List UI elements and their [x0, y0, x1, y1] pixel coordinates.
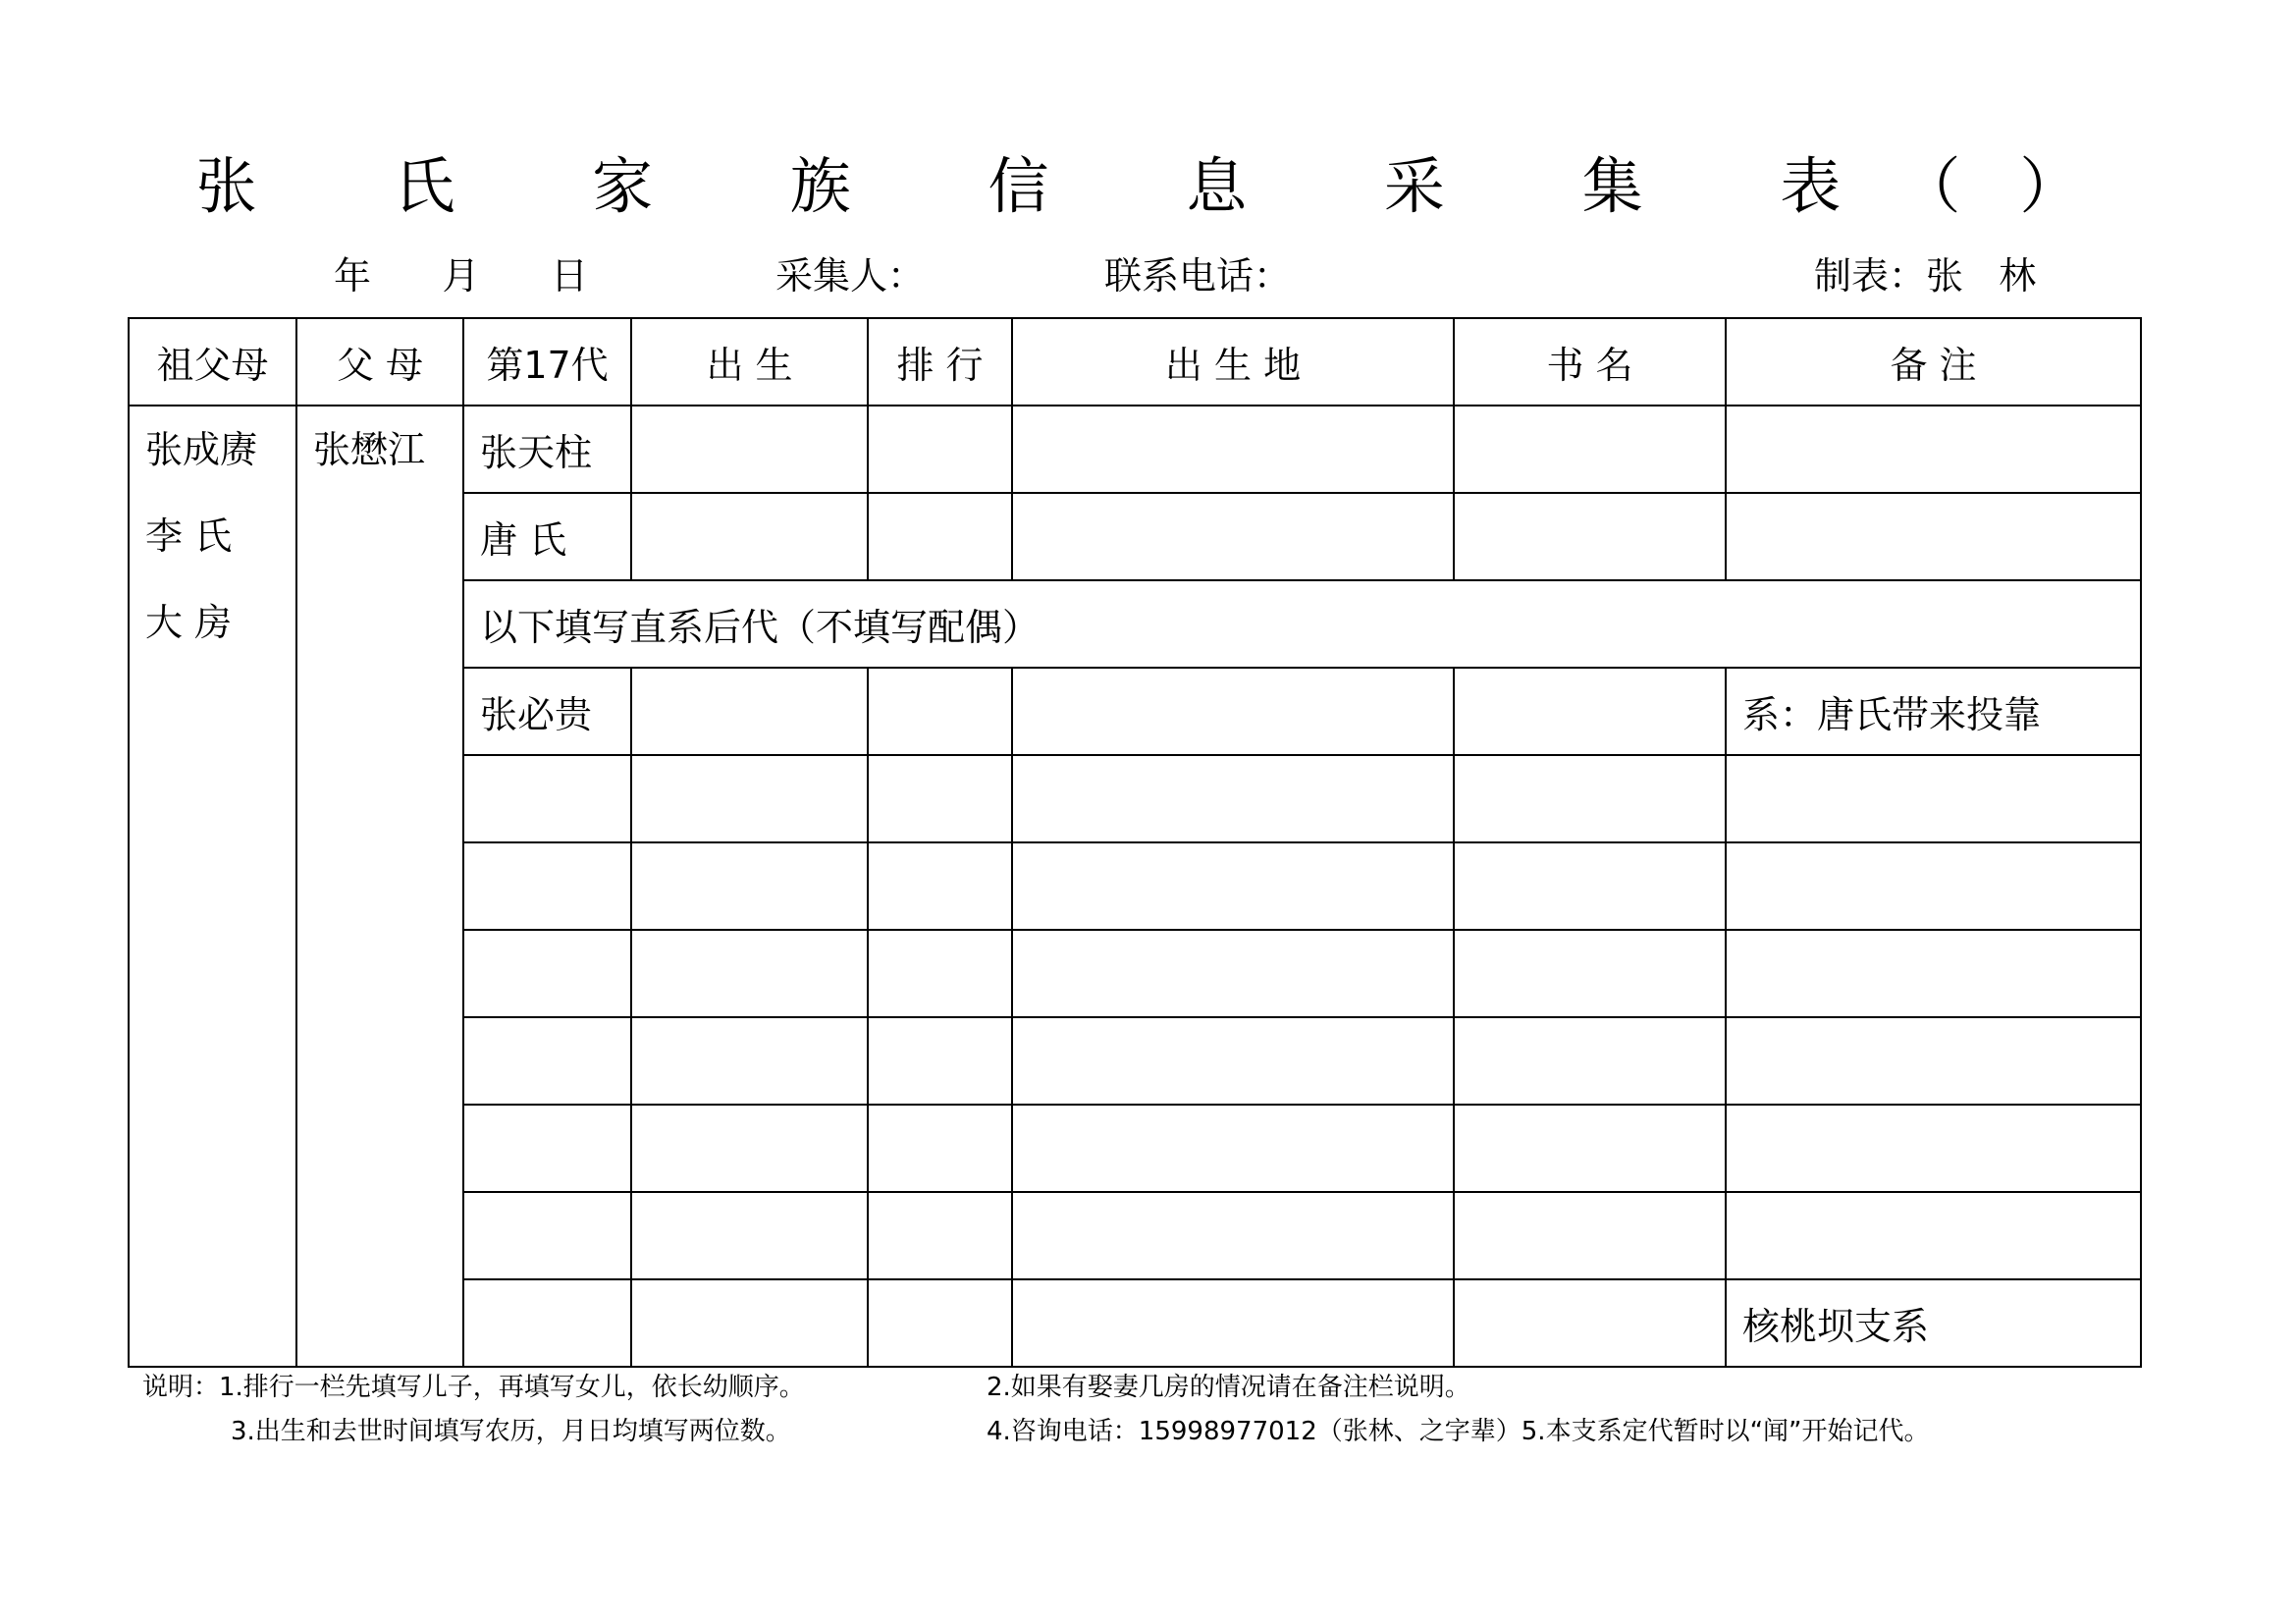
rank-cell[interactable] — [868, 1105, 1012, 1192]
rank-cell[interactable] — [868, 668, 1012, 755]
descendant-name-cell[interactable] — [463, 930, 631, 1017]
remarks-cell[interactable] — [1726, 842, 2141, 930]
header-birthplace: 出 生 地 — [1012, 318, 1454, 406]
page-title: 张 氏 家 族 信 息 采 集 表（） — [195, 150, 2140, 222]
descendant-name-cell[interactable] — [463, 842, 631, 930]
descendant-name-cell[interactable] — [463, 1105, 631, 1192]
note-1: 说明：1.排行一栏先填写儿子，再填写女儿，依长幼顺序。 — [142, 1373, 805, 1402]
date-label: 年 月 日 — [334, 254, 588, 298]
book-name-cell[interactable] — [1454, 406, 1726, 493]
rank-cell[interactable] — [868, 755, 1012, 842]
birth-cell[interactable] — [631, 406, 868, 493]
descendant-name-cell[interactable] — [463, 1279, 631, 1367]
header-parents: 父 母 — [296, 318, 463, 406]
rank-cell[interactable] — [868, 930, 1012, 1017]
descendant-name-cell[interactable]: 张必贵 — [463, 668, 631, 755]
birth-cell[interactable] — [631, 1017, 868, 1105]
book-name-cell[interactable] — [1454, 1105, 1726, 1192]
descendant-name-cell[interactable] — [463, 1017, 631, 1105]
header-rank: 排 行 — [868, 318, 1012, 406]
header-book-name: 书 名 — [1454, 318, 1726, 406]
book-name-cell[interactable] — [1454, 1017, 1726, 1105]
book-name-cell[interactable] — [1454, 842, 1726, 930]
remarks-cell[interactable]: 系：唐氏带来投靠 — [1726, 668, 2141, 755]
birthplace-cell[interactable] — [1012, 755, 1454, 842]
book-name-cell[interactable] — [1454, 755, 1726, 842]
birthplace-cell[interactable] — [1012, 842, 1454, 930]
header-generation-17: 第17代 — [463, 318, 631, 406]
book-name-cell[interactable] — [1454, 1279, 1726, 1367]
remarks-cell[interactable] — [1726, 1105, 2141, 1192]
birth-cell[interactable] — [631, 1105, 868, 1192]
birth-cell[interactable] — [631, 668, 868, 755]
birth-cell[interactable] — [631, 493, 868, 580]
birthplace-cell[interactable] — [1012, 1105, 1454, 1192]
rank-cell[interactable] — [868, 1279, 1012, 1367]
header-grandparents: 祖父母 — [129, 318, 296, 406]
header-remarks: 备 注 — [1726, 318, 2141, 406]
rank-cell[interactable] — [868, 1017, 1012, 1105]
note-3: 3.出生和去世时间填写农历，月日均填写两位数。 — [231, 1417, 791, 1446]
birthplace-cell[interactable] — [1012, 1192, 1454, 1279]
remarks-cell[interactable] — [1726, 493, 2141, 580]
book-name-cell[interactable] — [1454, 1192, 1726, 1279]
birth-cell[interactable] — [631, 1192, 868, 1279]
birth-cell[interactable] — [631, 842, 868, 930]
birthplace-cell[interactable] — [1012, 406, 1454, 493]
birthplace-cell[interactable] — [1012, 1017, 1454, 1105]
remarks-cell[interactable] — [1726, 930, 2141, 1017]
remarks-cell[interactable]: 核桃坝支系 — [1726, 1279, 2141, 1367]
birth-cell[interactable] — [631, 1279, 868, 1367]
book-name-cell[interactable] — [1454, 493, 1726, 580]
gen17-name-cell[interactable]: 张天柱 — [463, 406, 631, 493]
note-4: 4.咨询电话：15998977012（张林、之字辈）5.本支系定代暂时以“闻”开始记代。 — [987, 1417, 1930, 1446]
parents-cell[interactable] — [296, 406, 463, 1367]
birthplace-cell[interactable] — [1012, 493, 1454, 580]
descendant-name-cell[interactable] — [463, 755, 631, 842]
book-name-cell[interactable] — [1454, 668, 1726, 755]
phone-label: 联系电话： — [1104, 254, 1292, 298]
header-birth: 出 生 — [631, 318, 868, 406]
descendant-name-cell[interactable] — [463, 1192, 631, 1279]
remarks-cell[interactable] — [1726, 755, 2141, 842]
parent-name: 张懋江 — [313, 428, 426, 471]
grandparent-name: 大 房 — [145, 601, 233, 644]
note-2: 2.如果有娶妻几房的情况请在备注栏说明。 — [987, 1373, 1470, 1402]
rank-cell[interactable] — [868, 842, 1012, 930]
collector-label: 采集人： — [775, 254, 926, 298]
rank-cell[interactable] — [868, 406, 1012, 493]
maker-label: 制表：张 林 — [1814, 254, 2037, 298]
rank-cell[interactable] — [868, 1192, 1012, 1279]
rank-cell[interactable] — [868, 493, 1012, 580]
remarks-cell[interactable] — [1726, 406, 2141, 493]
family-info-table — [128, 317, 2142, 1368]
remarks-cell[interactable] — [1726, 1017, 2141, 1105]
grandparent-name: 李 氏 — [145, 514, 233, 558]
descendants-note: 以下填写直系后代（不填写配偶） — [463, 580, 2141, 668]
table-row — [129, 406, 2141, 493]
birth-cell[interactable] — [631, 755, 868, 842]
birthplace-cell[interactable] — [1012, 1279, 1454, 1367]
book-name-cell[interactable] — [1454, 930, 1726, 1017]
birthplace-cell[interactable] — [1012, 668, 1454, 755]
header-row — [129, 318, 2141, 406]
grandparents-cell[interactable] — [129, 406, 296, 1367]
remarks-cell[interactable] — [1726, 1192, 2141, 1279]
birth-cell[interactable] — [631, 930, 868, 1017]
grandparent-name: 张成赓 — [145, 428, 258, 471]
birthplace-cell[interactable] — [1012, 930, 1454, 1017]
gen17-name-cell[interactable]: 唐 氏 — [463, 493, 631, 580]
